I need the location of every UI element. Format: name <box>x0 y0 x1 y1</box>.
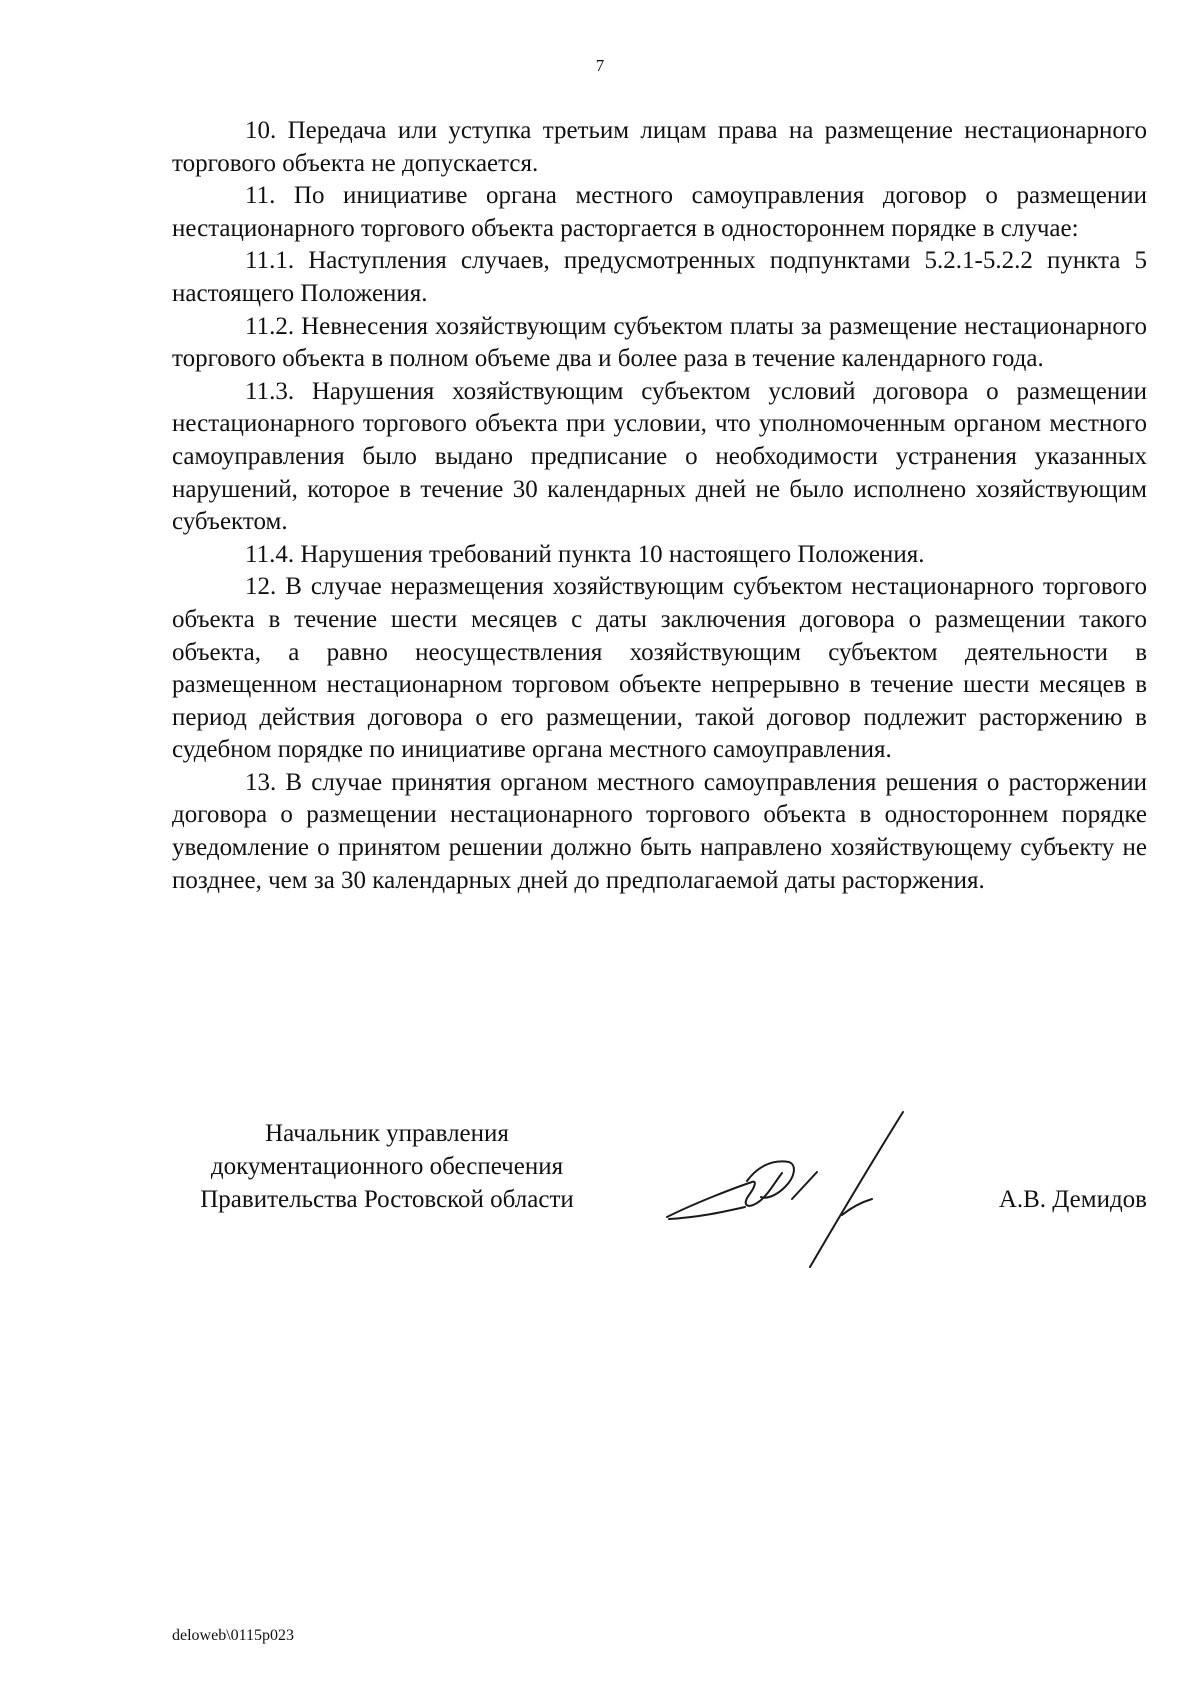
page-number: 7 <box>595 56 605 75</box>
document-code: deloweb\0115p023 <box>172 1627 295 1644</box>
paragraph-10: 10. Передача или уступка третьим лицам права на размещение нестационарного торгового объекта не допускается. <box>172 117 1147 177</box>
paragraph-11-2: 11.2. Невнесения хозяйствующим субъектом платы за размещение нестационарного торгового объекта в полном объеме два и более раза в течение календарного года. <box>172 312 1147 373</box>
paragraph-13: 13. В случае принятия органом местного самоуправления решения о расторжении договора о размещении нестационарного торгового объекта в одностороннем порядке уведомление о принятом решении должно быть направлено хозяйствующему субъекту не позднее, чем за 30 календарных дней до предполагаемой даты расторжения. <box>172 768 1147 894</box>
paragraph-11: 11. По инициативе органа местного самоуправления договор о размещении нестационарного торгового объекта расторгается в одностороннем порядке в случае: <box>172 182 1147 242</box>
paragraph-11-1: 11.1. Наступления случаев, предусмотренных подпунктами 5.2.1-5.2.2 пункта 5 настоящего Положения. <box>172 247 1147 307</box>
paragraph-11-4: 11.4. Нарушения требований пункта 10 настоящего Положения. <box>245 540 925 568</box>
signer-position-line: Начальник управления <box>265 1120 509 1147</box>
signer-position <box>172 1117 602 1216</box>
signer-position-line: Правительства Ростовской области <box>200 1186 574 1213</box>
signer-name: А.В. Демидов <box>998 1186 1147 1213</box>
document-body <box>172 115 1147 897</box>
handwritten-signature <box>657 1107 917 1277</box>
paragraph-11-3: 11.3. Нарушения хозяйствующим субъектом условий договора о размещении нестационарного торгового объекта при условии, что уполномоченным органом местного самоуправления было выдано предписание о необходимости устранения указанных нарушений, которое в течение 30 календарных дней не было исполнено хозяйствующим субъектом. <box>172 377 1147 536</box>
paragraph-12: 12. В случае неразмещения хозяйствующим субъектом нестационарного торгового объекта в течение шести месяцев с даты заключения договора о размещении такого объекта, а равно неосуществления хозяйствующим субъектом деятельности в размещенном нестационарном торговом объекте непрерывно в течение шести месяцев в период действия договора о его размещении, такой договор подлежит расторжению в судебном порядке по инициативе органа местного самоуправления. <box>172 573 1147 764</box>
signature-block <box>172 1117 1147 1317</box>
signer-position-line: документационного обеспечения <box>210 1153 564 1180</box>
